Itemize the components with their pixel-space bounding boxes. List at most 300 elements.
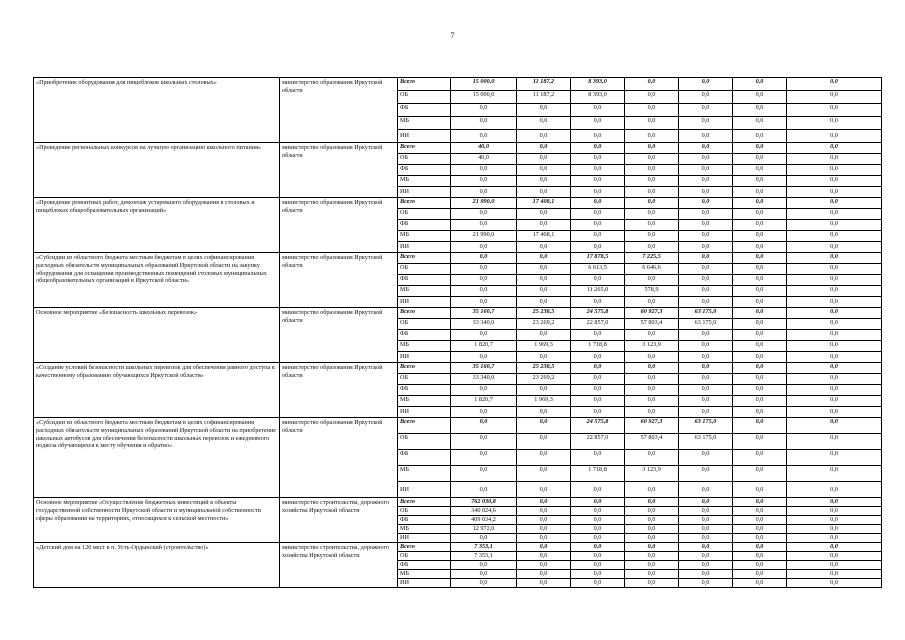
amount-cell: 0,0 xyxy=(517,286,571,297)
amount-cell: 0,0 xyxy=(787,143,882,154)
amount-cell: 0,0 xyxy=(733,543,787,552)
amount-cell: 57 803,4 xyxy=(625,319,679,330)
activity-name: «Приобретение оборудования для пищеблоков школьных столовых» xyxy=(34,78,280,143)
amount-cell: 0,0 xyxy=(625,187,679,198)
funding-source: ФБ xyxy=(398,104,451,117)
funding-source: МБ xyxy=(398,396,451,407)
amount-cell: 0,0 xyxy=(517,543,571,552)
amount-cell: 0,0 xyxy=(679,341,733,352)
amount-cell: 33 340,0 xyxy=(451,374,517,385)
funding-source: ФБ xyxy=(398,516,451,525)
amount-cell: 0,0 xyxy=(625,297,679,308)
funding-source: Всего xyxy=(398,543,451,552)
amount-cell: 0,0 xyxy=(571,275,625,286)
funding-source: Всего xyxy=(398,308,451,319)
amount-cell: 0,0 xyxy=(787,154,882,165)
amount-cell: 0,0 xyxy=(517,143,571,154)
amount-cell: 0,0 xyxy=(733,498,787,507)
amount-cell: 0,0 xyxy=(733,363,787,374)
amount-cell: 0,0 xyxy=(517,407,571,418)
amount-cell: 7 353,1 xyxy=(451,552,517,561)
amount-cell: 0,0 xyxy=(679,561,733,570)
amount-cell: 0,0 xyxy=(517,176,571,187)
amount-cell: 0,0 xyxy=(625,143,679,154)
funding-source: ФБ xyxy=(398,165,451,176)
amount-cell: 22 857,0 xyxy=(571,434,625,450)
amount-cell: 0,0 xyxy=(787,374,882,385)
amount-cell: 0,0 xyxy=(733,264,787,275)
table-row xyxy=(34,418,882,434)
amount-cell: 0,0 xyxy=(787,385,882,396)
amount-cell: 24 575,8 xyxy=(571,418,625,434)
amount-cell: 0,0 xyxy=(679,385,733,396)
amount-cell: 0,0 xyxy=(571,220,625,231)
amount-cell: 15 000,0 xyxy=(451,91,517,104)
amount-cell: 3 123,9 xyxy=(625,466,679,482)
responsible-executor: министерство образования Иркутской области xyxy=(280,418,398,498)
amount-cell: 0,0 xyxy=(787,104,882,117)
amount-cell: 0,0 xyxy=(679,187,733,198)
amount-cell: 0,0 xyxy=(679,450,733,466)
amount-cell: 0,0 xyxy=(679,498,733,507)
amount-cell: 0,0 xyxy=(517,117,571,130)
table-row xyxy=(34,253,882,264)
amount-cell: 0,0 xyxy=(451,275,517,286)
amount-cell: 0,0 xyxy=(517,154,571,165)
amount-cell: 0,0 xyxy=(679,525,733,534)
amount-cell: 0,0 xyxy=(733,330,787,341)
funding-source: ФБ xyxy=(398,275,451,286)
amount-cell: 0,0 xyxy=(787,242,882,253)
funding-source: ОБ xyxy=(398,319,451,330)
amount-cell: 0,0 xyxy=(517,187,571,198)
funding-source: ФБ xyxy=(398,385,451,396)
amount-cell: 0,0 xyxy=(733,117,787,130)
amount-cell: 0,0 xyxy=(787,525,882,534)
responsible-executor: министерство образования Иркутской области xyxy=(280,198,398,253)
funding-source: ИИ xyxy=(398,579,451,588)
amount-cell: 0,0 xyxy=(451,352,517,363)
amount-cell: 0,0 xyxy=(787,198,882,209)
amount-cell: 0,0 xyxy=(733,407,787,418)
amount-cell: 0,0 xyxy=(571,579,625,588)
amount-cell: 0,0 xyxy=(451,418,517,434)
amount-cell: 0,0 xyxy=(625,130,679,143)
amount-cell: 0,0 xyxy=(733,385,787,396)
amount-cell: 0,0 xyxy=(679,253,733,264)
table-row xyxy=(34,308,882,319)
amount-cell: 0,0 xyxy=(451,253,517,264)
amount-cell: 0,0 xyxy=(571,561,625,570)
amount-cell: 0,0 xyxy=(625,275,679,286)
amount-cell: 0,0 xyxy=(787,363,882,374)
funding-source: ОБ xyxy=(398,434,451,450)
amount-cell: 0,0 xyxy=(451,434,517,450)
amount-cell: 25 238,5 xyxy=(517,308,571,319)
amount-cell: 0,0 xyxy=(517,352,571,363)
amount-cell: 0,0 xyxy=(625,220,679,231)
responsible-executor: министерство образования Иркутской области xyxy=(280,78,398,143)
amount-cell: 11 187,2 xyxy=(517,78,571,91)
amount-cell: 63 175,0 xyxy=(679,319,733,330)
amount-cell: 0,0 xyxy=(679,466,733,482)
funding-source: Всего xyxy=(398,363,451,374)
funding-source: МБ xyxy=(398,341,451,352)
amount-cell: 0,0 xyxy=(679,117,733,130)
amount-cell: 0,0 xyxy=(571,130,625,143)
table-row xyxy=(34,143,882,154)
activity-name: Основное мероприятие «Осуществление бюджетных инвестиций в объекты государственной собственности Иркутской области и муниципальной собственности сферы образования на территориях, относящихся к сельской местности» xyxy=(34,498,280,543)
amount-cell: 25 238,5 xyxy=(517,363,571,374)
amount-cell: 0,0 xyxy=(571,534,625,543)
amount-cell: 0,0 xyxy=(733,187,787,198)
amount-cell: 0,0 xyxy=(733,450,787,466)
amount-cell: 0,0 xyxy=(571,396,625,407)
responsible-executor: министерство образования Иркутской области xyxy=(280,308,398,363)
amount-cell: 0,0 xyxy=(787,534,882,543)
amount-cell: 0,0 xyxy=(787,561,882,570)
amount-cell: 17 408,1 xyxy=(517,198,571,209)
amount-cell: 0,0 xyxy=(787,187,882,198)
amount-cell: 0,0 xyxy=(733,297,787,308)
amount-cell: 0,0 xyxy=(787,319,882,330)
funding-source: МБ xyxy=(398,466,451,482)
funding-source: ОБ xyxy=(398,264,451,275)
activity-name: «Создание условий безопасности школьных перевозок для обеспечения равного доступа к качественному образованию обучающихся Иркутской области» xyxy=(34,363,280,418)
amount-cell: 0,0 xyxy=(625,396,679,407)
funding-source: ИИ xyxy=(398,352,451,363)
amount-cell: 0,0 xyxy=(733,78,787,91)
amount-cell: 0,0 xyxy=(571,209,625,220)
amount-cell: 0,0 xyxy=(517,434,571,450)
funding-source: Всего xyxy=(398,78,451,91)
amount-cell: 0,0 xyxy=(451,297,517,308)
amount-cell: 0,0 xyxy=(733,154,787,165)
amount-cell: 40,0 xyxy=(451,143,517,154)
funding-source: МБ xyxy=(398,286,451,297)
activity-name: «Субсидии из областного бюджета местным бюджетам в целях софинансирования расходных обязательств муниципальных образований Иркутской области на закупку оборудования для оснащения производственных помещений столовых муниципальных общеобразовательных организаций в Иркутской области» xyxy=(34,253,280,308)
amount-cell: 11 187,2 xyxy=(517,91,571,104)
amount-cell: 1 969,3 xyxy=(517,396,571,407)
amount-cell: 0,0 xyxy=(517,165,571,176)
amount-cell: 0,0 xyxy=(625,579,679,588)
responsible-executor: министерство строительства, дорожного хозяйства Иркутской области xyxy=(280,543,398,588)
amount-cell: 0,0 xyxy=(451,130,517,143)
amount-cell: 33 340,0 xyxy=(451,319,517,330)
amount-cell: 0,0 xyxy=(787,209,882,220)
amount-cell: 0,0 xyxy=(787,407,882,418)
funding-source: ФБ xyxy=(398,330,451,341)
funding-source: ИИ xyxy=(398,407,451,418)
amount-cell: 8 393,0 xyxy=(571,91,625,104)
funding-source: ОБ xyxy=(398,209,451,220)
table-row xyxy=(34,543,882,552)
amount-cell: 60 927,3 xyxy=(625,308,679,319)
amount-cell: 0,0 xyxy=(625,525,679,534)
amount-cell: 0,0 xyxy=(787,341,882,352)
amount-cell: 0,0 xyxy=(625,363,679,374)
amount-cell: 0,0 xyxy=(451,482,517,498)
amount-cell: 0,0 xyxy=(571,374,625,385)
amount-cell: 0,0 xyxy=(733,308,787,319)
amount-cell: 0,0 xyxy=(451,450,517,466)
amount-cell: 0,0 xyxy=(733,374,787,385)
amount-cell: 0,0 xyxy=(733,242,787,253)
amount-cell: 0,0 xyxy=(787,434,882,450)
amount-cell: 0,0 xyxy=(679,242,733,253)
amount-cell: 0,0 xyxy=(625,330,679,341)
amount-cell: 0,0 xyxy=(571,187,625,198)
amount-cell: 0,0 xyxy=(787,552,882,561)
funding-source: МБ xyxy=(398,570,451,579)
amount-cell: 63 175,0 xyxy=(679,434,733,450)
funding-source: ИИ xyxy=(398,534,451,543)
amount-cell: 0,0 xyxy=(517,104,571,117)
amount-cell: 0,0 xyxy=(679,516,733,525)
amount-cell: 40,0 xyxy=(451,154,517,165)
amount-cell: 0,0 xyxy=(733,579,787,588)
amount-cell: 0,0 xyxy=(571,407,625,418)
amount-cell: 6 613,5 xyxy=(571,264,625,275)
amount-cell: 0,0 xyxy=(679,91,733,104)
amount-cell: 0,0 xyxy=(625,450,679,466)
amount-cell: 0,0 xyxy=(571,450,625,466)
amount-cell: 0,0 xyxy=(787,165,882,176)
amount-cell: 0,0 xyxy=(679,570,733,579)
amount-cell: 0,0 xyxy=(625,231,679,242)
funding-source: Всего xyxy=(398,498,451,507)
amount-cell: 0,0 xyxy=(787,498,882,507)
amount-cell: 0,0 xyxy=(679,264,733,275)
amount-cell: 0,0 xyxy=(517,561,571,570)
amount-cell: 1 969,3 xyxy=(517,341,571,352)
amount-cell: 0,0 xyxy=(787,330,882,341)
amount-cell: 0,0 xyxy=(733,286,787,297)
funding-source: ИИ xyxy=(398,242,451,253)
amount-cell: 409 034,2 xyxy=(451,516,517,525)
amount-cell: 0,0 xyxy=(787,275,882,286)
amount-cell: 1 718,8 xyxy=(571,466,625,482)
amount-cell: 0,0 xyxy=(571,570,625,579)
amount-cell: 0,0 xyxy=(679,482,733,498)
amount-cell: 0,0 xyxy=(787,220,882,231)
amount-cell: 0,0 xyxy=(571,552,625,561)
amount-cell: 0,0 xyxy=(625,385,679,396)
amount-cell: 63 175,0 xyxy=(679,308,733,319)
amount-cell: 63 175,0 xyxy=(679,418,733,434)
amount-cell: 0,0 xyxy=(733,482,787,498)
amount-cell: 21 990,0 xyxy=(451,198,517,209)
amount-cell: 0,0 xyxy=(517,330,571,341)
amount-cell: 0,0 xyxy=(571,198,625,209)
amount-cell: 0,0 xyxy=(787,231,882,242)
amount-cell: 0,0 xyxy=(733,561,787,570)
amount-cell: 0,0 xyxy=(733,143,787,154)
funding-source: ОБ xyxy=(398,374,451,385)
amount-cell: 0,0 xyxy=(625,561,679,570)
amount-cell: 0,0 xyxy=(733,104,787,117)
amount-cell: 0,0 xyxy=(517,525,571,534)
amount-cell: 0,0 xyxy=(787,78,882,91)
amount-cell: 0,0 xyxy=(571,242,625,253)
amount-cell: 0,0 xyxy=(733,525,787,534)
responsible-executor: министерство образования Иркутской области xyxy=(280,143,398,198)
amount-cell: 0,0 xyxy=(571,507,625,516)
amount-cell: 578,9 xyxy=(625,286,679,297)
amount-cell: 0,0 xyxy=(787,352,882,363)
amount-cell: 0,0 xyxy=(517,507,571,516)
amount-cell: 1 718,8 xyxy=(571,341,625,352)
amount-cell: 0,0 xyxy=(625,507,679,516)
amount-cell: 0,0 xyxy=(517,209,571,220)
amount-cell: 23 269,2 xyxy=(517,374,571,385)
amount-cell: 0,0 xyxy=(571,525,625,534)
amount-cell: 0,0 xyxy=(733,534,787,543)
amount-cell: 0,0 xyxy=(679,176,733,187)
amount-cell: 0,0 xyxy=(787,570,882,579)
amount-cell: 0,0 xyxy=(571,154,625,165)
amount-cell: 762 030,8 xyxy=(451,498,517,507)
page-number: 7 xyxy=(450,31,455,40)
amount-cell: 0,0 xyxy=(787,308,882,319)
amount-cell: 0,0 xyxy=(787,264,882,275)
amount-cell: 0,0 xyxy=(625,117,679,130)
amount-cell: 0,0 xyxy=(625,407,679,418)
amount-cell: 0,0 xyxy=(625,498,679,507)
amount-cell: 0,0 xyxy=(787,286,882,297)
amount-cell: 23 269,2 xyxy=(517,319,571,330)
amount-cell: 0,0 xyxy=(451,165,517,176)
amount-cell: 15 000,0 xyxy=(451,78,517,91)
amount-cell: 0,0 xyxy=(733,434,787,450)
amount-cell: 3 123,9 xyxy=(625,341,679,352)
amount-cell: 0,0 xyxy=(571,543,625,552)
amount-cell: 0,0 xyxy=(517,385,571,396)
funding-source: ИИ xyxy=(398,130,451,143)
amount-cell: 0,0 xyxy=(679,104,733,117)
funding-source: МБ xyxy=(398,117,451,130)
responsible-executor: министерство образования Иркутской области xyxy=(280,363,398,418)
amount-cell: 0,0 xyxy=(451,264,517,275)
amount-cell: 0,0 xyxy=(571,165,625,176)
amount-cell: 35 160,7 xyxy=(451,363,517,374)
amount-cell: 0,0 xyxy=(787,507,882,516)
amount-cell: 0,0 xyxy=(625,209,679,220)
amount-cell: 6 646,6 xyxy=(625,264,679,275)
amount-cell: 0,0 xyxy=(787,91,882,104)
table-row xyxy=(34,363,882,374)
amount-cell: 0,0 xyxy=(625,352,679,363)
amount-cell: 0,0 xyxy=(571,117,625,130)
amount-cell: 0,0 xyxy=(733,165,787,176)
activity-name: «Проведение ремонтных работ, демонтаж устаревшего оборудования в столовых и пищеблоках общеобразовательных организаций» xyxy=(34,198,280,253)
amount-cell: 0,0 xyxy=(451,407,517,418)
amount-cell: 8 393,0 xyxy=(571,78,625,91)
amount-cell: 12 972,0 xyxy=(451,525,517,534)
amount-cell: 0,0 xyxy=(451,330,517,341)
amount-cell: 0,0 xyxy=(517,253,571,264)
amount-cell: 0,0 xyxy=(451,286,517,297)
amount-cell: 0,0 xyxy=(733,91,787,104)
amount-cell: 0,0 xyxy=(451,579,517,588)
amount-cell: 0,0 xyxy=(787,579,882,588)
amount-cell: 57 803,4 xyxy=(625,434,679,450)
funding-source: Всего xyxy=(398,198,451,209)
amount-cell: 0,0 xyxy=(679,198,733,209)
amount-cell: 0,0 xyxy=(517,450,571,466)
funding-source: ОБ xyxy=(398,154,451,165)
amount-cell: 0,0 xyxy=(679,220,733,231)
amount-cell: 35 160,7 xyxy=(451,308,517,319)
amount-cell: 0,0 xyxy=(787,253,882,264)
amount-cell: 0,0 xyxy=(679,209,733,220)
amount-cell: 0,0 xyxy=(787,396,882,407)
funding-source: ОБ xyxy=(398,91,451,104)
amount-cell: 0,0 xyxy=(571,385,625,396)
amount-cell: 0,0 xyxy=(451,209,517,220)
amount-cell: 0,0 xyxy=(679,286,733,297)
amount-cell: 0,0 xyxy=(733,220,787,231)
amount-cell: 0,0 xyxy=(451,466,517,482)
amount-cell: 0,0 xyxy=(625,198,679,209)
amount-cell: 0,0 xyxy=(679,330,733,341)
amount-cell: 0,0 xyxy=(787,450,882,466)
amount-cell: 0,0 xyxy=(787,418,882,434)
amount-cell: 0,0 xyxy=(787,543,882,552)
amount-cell: 0,0 xyxy=(625,543,679,552)
amount-cell: 0,0 xyxy=(517,275,571,286)
amount-cell: 0,0 xyxy=(679,396,733,407)
amount-cell: 0,0 xyxy=(787,297,882,308)
amount-cell: 0,0 xyxy=(733,570,787,579)
funding-source: ФБ xyxy=(398,220,451,231)
amount-cell: 0,0 xyxy=(517,264,571,275)
amount-cell: 0,0 xyxy=(451,561,517,570)
amount-cell: 0,0 xyxy=(571,231,625,242)
amount-cell: 0,0 xyxy=(451,176,517,187)
amount-cell: 0,0 xyxy=(679,130,733,143)
amount-cell: 0,0 xyxy=(625,154,679,165)
amount-cell: 0,0 xyxy=(517,220,571,231)
amount-cell: 0,0 xyxy=(679,275,733,286)
amount-cell: 0,0 xyxy=(787,117,882,130)
amount-cell: 0,0 xyxy=(517,552,571,561)
amount-cell: 0,0 xyxy=(517,534,571,543)
amount-cell: 0,0 xyxy=(451,385,517,396)
amount-cell: 0,0 xyxy=(733,130,787,143)
activity-name: «Детский дом на 120 мест в п. Усть-Ордынский (строительство)» xyxy=(34,543,280,588)
activity-name: «Проведение региональных конкурсов на лучшую организацию школьного питания» xyxy=(34,143,280,198)
amount-cell: 0,0 xyxy=(733,352,787,363)
amount-cell: 0,0 xyxy=(517,466,571,482)
amount-cell: 1 820,7 xyxy=(451,341,517,352)
amount-cell: 0,0 xyxy=(625,534,679,543)
amount-cell: 0,0 xyxy=(571,104,625,117)
amount-cell: 0,0 xyxy=(451,570,517,579)
amount-cell: 0,0 xyxy=(517,130,571,143)
amount-cell: 0,0 xyxy=(733,231,787,242)
amount-cell: 0,0 xyxy=(733,319,787,330)
table-row xyxy=(34,198,882,209)
funding-table xyxy=(33,77,882,588)
amount-cell: 0,0 xyxy=(679,374,733,385)
amount-cell: 0,0 xyxy=(517,498,571,507)
activity-name: Основное мероприятие «Безопасность школьных перевозок» xyxy=(34,308,280,363)
funding-source: МБ xyxy=(398,525,451,534)
amount-cell: 0,0 xyxy=(571,363,625,374)
amount-cell: 0,0 xyxy=(679,78,733,91)
amount-cell: 0,0 xyxy=(679,407,733,418)
